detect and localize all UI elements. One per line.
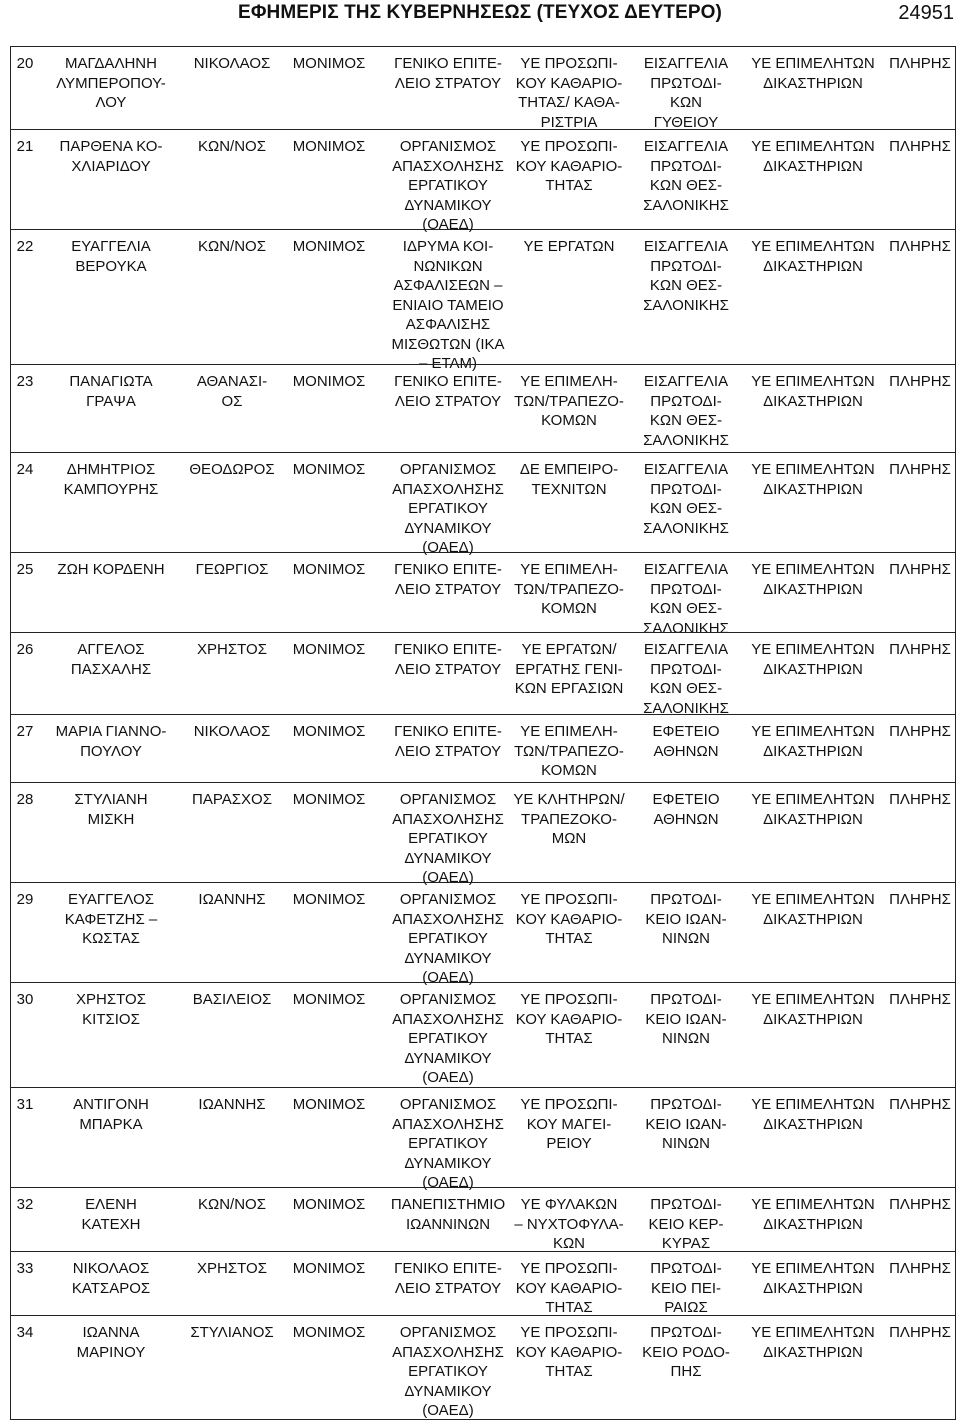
row-number: 23 [16,373,34,390]
origin-organization: ΙΔΡΥΜΑ ΚΟΙ- ΝΩΝΙΚΩΝ ΑΣΦΑΛΙΣΕΩΝ – ΕΝΙΑΙΟ ΤΑΜΕΙΟ ΑΣΦΑΛΙΣΗΣ ΜΙΣΘΩΤΩΝ (ΙΚΑ – ΕΤΑΜ) [391,238,505,372]
table-row [10,640,956,717]
table-row [10,790,956,886]
employee-name: ΑΓΓΕΛΟΣ ΠΑΣΧΑΛΗΣ [70,641,152,678]
employment-status: ΜΟΝΙΜΟΣ [292,138,366,155]
father-name: ΚΩΝ/ΝΟΣ [198,138,266,155]
position-type: ΠΛΗΡΗΣ [889,891,951,908]
employee-name: ΖΩΗ ΚΟΡΔΕΝΗ [57,561,165,578]
position-type: ΠΛΗΡΗΣ [889,641,951,658]
origin-specialty: ΥΕ ΕΡΓΑΤΩΝ/ ΕΡΓΑΤΗΣ ΓΕΝΙ- ΚΩΝ ΕΡΓΑΣΙΩΝ [514,641,624,697]
father-name: ΝΙΚΟΛΑΟΣ [193,723,271,740]
row-divider [10,1187,956,1188]
origin-specialty: ΥΕ ΠΡΟΣΩΠΙ- ΚΟΥ ΚΑΘΑΡΙΟ- ΤΗΤΑΣ/ ΚΑΘΑ- ΡΙΣΤΡΙΑ [515,55,623,131]
employee-name: ΕΛΕΝΗ ΚΑΤΕΧΗ [81,1196,141,1233]
employee-name: ΠΑΡΘΕΝΑ ΚΟ- ΧΛΙΑΡΙΔΟΥ [59,138,163,175]
new-specialty: ΥΕ ΕΠΙΜΕΛΗΤΩΝ ΔΙΚΑΣΤΗΡΙΩΝ [751,791,875,828]
employee-name: ΜΑΓΔΑΛΗΝΗ ΛΥΜΠΕΡΟΠΟΥ- ΛΟΥ [56,55,166,111]
destination-service: ΕΙΣΑΓΓΕΛΙΑ ΠΡΩΤΟΔΙ- ΚΩΝ ΘΕΣ- ΣΑΛΟΝΙΚΗΣ [643,138,729,214]
position-type: ΠΛΗΡΗΣ [889,461,951,478]
employee-name: ΕΥΑΓΓΕΛΙΑ ΒΕΡΟΥΚΑ [71,238,151,275]
employment-status: ΜΟΝΙΜΟΣ [292,238,366,255]
father-name: ΝΙΚΟΛΑΟΣ [193,55,271,72]
origin-organization: ΟΡΓΑΝΙΣΜΟΣ ΑΠΑΣΧΟΛΗΣΗΣ ΕΡΓΑΤΙΚΟΥ ΔΥΝΑΜΙΚΟΥ (ΟΑΕΔ) [392,991,504,1086]
employee-name: ΣΤΥΛΙΑΝΗ ΜΙΣΚΗ [74,791,148,828]
new-specialty: ΥΕ ΕΠΙΜΕΛΗΤΩΝ ΔΙΚΑΣΤΗΡΙΩΝ [751,55,875,92]
row-divider [10,1087,956,1088]
table-row [10,560,956,637]
page-header [0,0,960,36]
employee-name: ΠΑΝΑΓΙΩΤΑ ΓΡΑΨΑ [69,373,153,410]
father-name: ΣΤΥΛΙΑΝΟΣ [190,1324,274,1341]
origin-organization: ΟΡΓΑΝΙΣΜΟΣ ΑΠΑΣΧΟΛΗΣΗΣ ΕΡΓΑΤΙΚΟΥ ΔΥΝΑΜΙΚΟΥ (ΟΑΕΔ) [392,461,504,556]
destination-service: ΕΙΣΑΓΓΕΛΙΑ ΠΡΩΤΟΔΙ- ΚΩΝ ΘΕΣ- ΣΑΛΟΝΙΚΗΣ [643,561,729,637]
father-name: ΧΡΗΣΤΟΣ [197,1260,267,1277]
position-type: ΠΛΗΡΗΣ [889,238,951,255]
father-name: ΘΕΟΔΩΡΟΣ [189,461,275,478]
employment-status: ΜΟΝΙΜΟΣ [292,1196,366,1213]
destination-service: ΕΙΣΑΓΓΕΛΙΑ ΠΡΩΤΟΔΙ- ΚΩΝ ΘΕΣ- ΣΑΛΟΝΙΚΗΣ [643,641,729,717]
origin-specialty: ΥΕ ΕΠΙΜΕΛΗ- ΤΩΝ/ΤΡΑΠΕΖΟ- ΚΟΜΩΝ [514,373,624,429]
destination-service: ΕΦΕΤΕΙΟ ΑΘΗΝΩΝ [652,723,720,760]
row-divider [10,452,956,453]
position-type: ΠΛΗΡΗΣ [889,1096,951,1113]
father-name: ΙΩΑΝΝΗΣ [198,1096,266,1113]
new-specialty: ΥΕ ΕΠΙΜΕΛΗΤΩΝ ΔΙΚΑΣΤΗΡΙΩΝ [751,138,875,175]
origin-specialty: ΥΕ ΚΛΗΤΗΡΩΝ/ ΤΡΑΠΕΖΟΚΟ- ΜΩΝ [513,791,625,847]
origin-organization: ΟΡΓΑΝΙΣΜΟΣ ΑΠΑΣΧΟΛΗΣΗΣ ΕΡΓΑΤΙΚΟΥ ΔΥΝΑΜΙΚΟΥ (ΟΑΕΔ) [392,891,504,986]
origin-specialty: ΥΕ ΕΠΙΜΕΛΗ- ΤΩΝ/ΤΡΑΠΕΖΟ- ΚΟΜΩΝ [514,723,624,779]
table-row [10,137,956,233]
origin-specialty: ΥΕ ΦΥΛΑΚΩΝ – ΝΥΧΤΟΦΥΛΑ- ΚΩΝ [514,1196,624,1252]
table-row [10,1323,956,1420]
origin-specialty: ΥΕ ΠΡΟΣΩΠΙ- ΚΟΥ ΚΑΘΑΡΙΟ- ΤΗΤΑΣ [515,991,623,1047]
origin-specialty: ΥΕ ΠΡΟΣΩΠΙ- ΚΟΥ ΚΑΘΑΡΙΟ- ΤΗΤΑΣ [515,138,623,194]
destination-service: ΠΡΩΤΟΔΙ- ΚΕΙΟ ΙΩΑΝ- ΝΙΝΩΝ [645,891,727,947]
row-number: 21 [16,138,34,155]
destination-service: ΠΡΩΤΟΔΙ- ΚΕΙΟ ΙΩΑΝ- ΝΙΝΩΝ [645,991,727,1047]
origin-organization: ΠΑΝΕΠΙΣΤΗΜΙΟ ΙΩΑΝΝΙΝΩΝ [390,1196,506,1233]
row-number: 34 [16,1324,34,1341]
new-specialty: ΥΕ ΕΠΙΜΕΛΗΤΩΝ ΔΙΚΑΣΤΗΡΙΩΝ [751,461,875,498]
origin-specialty: ΥΕ ΠΡΟΣΩΠΙ- ΚΟΥ ΚΑΘΑΡΙΟ- ΤΗΤΑΣ [515,1324,623,1380]
employee-name: ΔΗΜΗΤΡΙΟΣ ΚΑΜΠΟΥΡΗΣ [63,461,159,498]
destination-service: ΕΦΕΤΕΙΟ ΑΘΗΝΩΝ [652,791,720,828]
destination-service: ΠΡΩΤΟΔΙ- ΚΕΙΟ ΠΕΙ- ΡΑΙΩΣ [650,1260,722,1316]
row-divider [10,364,956,365]
row-divider [10,229,956,230]
employee-name: ΝΙΚΟΛΑΟΣ ΚΑΤΣΑΡΟΣ [71,1260,151,1297]
new-specialty: ΥΕ ΕΠΙΜΕΛΗΤΩΝ ΔΙΚΑΣΤΗΡΙΩΝ [751,1260,875,1297]
table-row [10,990,956,1087]
employee-name: ΧΡΗΣΤΟΣ ΚΙΤΣΙΟΣ [76,991,146,1028]
row-divider [10,1315,956,1316]
employment-status: ΜΟΝΙΜΟΣ [292,791,366,808]
destination-service: ΠΡΩΤΟΔΙ- ΚΕΙΟ ΚΕΡ- ΚΥΡΑΣ [648,1196,724,1252]
new-specialty: ΥΕ ΕΠΙΜΕΛΗΤΩΝ ΔΙΚΑΣΤΗΡΙΩΝ [751,561,875,598]
origin-organization: ΟΡΓΑΝΙΣΜΟΣ ΑΠΑΣΧΟΛΗΣΗΣ ΕΡΓΑΤΙΚΟΥ ΔΥΝΑΜΙΚΟΥ (ΟΑΕΔ) [392,138,504,233]
employee-name: ΑΝΤΙΓΟΝΗ ΜΠΑΡΚΑ [73,1096,149,1133]
new-specialty: ΥΕ ΕΠΙΜΕΛΗΤΩΝ ΔΙΚΑΣΤΗΡΙΩΝ [751,641,875,678]
employment-status: ΜΟΝΙΜΟΣ [292,373,366,390]
origin-organization: ΓΕΝΙΚΟ ΕΠΙΤΕ- ΛΕΙΟ ΣΤΡΑΤΟΥ [394,55,502,92]
father-name: ΒΑΣΙΛΕΙΟΣ [192,991,272,1008]
origin-organization: ΓΕΝΙΚΟ ΕΠΙΤΕ- ΛΕΙΟ ΣΤΡΑΤΟΥ [394,561,502,598]
employment-status: ΜΟΝΙΜΟΣ [292,723,366,740]
origin-specialty: ΥΕ ΠΡΟΣΩΠΙ- ΚΟΥ ΜΑΓΕΙ- ΡΕΙΟΥ [520,1096,618,1152]
origin-specialty: ΥΕ ΕΠΙΜΕΛΗ- ΤΩΝ/ΤΡΑΠΕΖΟ- ΚΟΜΩΝ [514,561,624,617]
employment-status: ΜΟΝΙΜΟΣ [292,891,366,908]
row-number: 32 [16,1196,34,1213]
row-divider [10,714,956,715]
row-divider [10,632,956,633]
position-type: ΠΛΗΡΗΣ [889,1196,951,1213]
row-divider [10,982,956,983]
employee-name: ΕΥΑΓΓΕΛΟΣ ΚΑΦΕΤΖΗΣ – ΚΩΣΤΑΣ [64,891,158,947]
position-type: ΠΛΗΡΗΣ [889,791,951,808]
table-row [10,890,956,986]
employment-status: ΜΟΝΙΜΟΣ [292,1324,366,1341]
gazette-title: ΕΦΗΜΕΡΙΣ ΤΗΣ ΚΥΒΕΡΝΗΣΕΩΣ (ΤΕΥΧΟΣ ΔΕΥΤΕΡΟ) [238,2,722,23]
row-divider [10,129,956,130]
origin-organization: ΟΡΓΑΝΙΣΜΟΣ ΑΠΑΣΧΟΛΗΣΗΣ ΕΡΓΑΤΙΚΟΥ ΔΥΝΑΜΙΚΟΥ (ΟΑΕΔ) [392,791,504,886]
father-name: ΓΕΩΡΓΙΟΣ [195,561,269,578]
origin-organization: ΓΕΝΙΚΟ ΕΠΙΤΕ- ΛΕΙΟ ΣΤΡΑΤΟΥ [394,723,502,760]
origin-specialty: ΔΕ ΕΜΠΕΙΡΟ- ΤΕΧΝΙΤΩΝ [519,461,619,498]
position-type: ΠΛΗΡΗΣ [889,373,951,390]
employee-name: ΙΩΑΝΝΑ ΜΑΡΙΝΟΥ [76,1324,146,1361]
new-specialty: ΥΕ ΕΠΙΜΕΛΗΤΩΝ ΔΙΚΑΣΤΗΡΙΩΝ [751,891,875,928]
row-number: 26 [16,641,34,658]
row-divider [10,882,956,883]
new-specialty: ΥΕ ΕΠΙΜΕΛΗΤΩΝ ΔΙΚΑΣΤΗΡΙΩΝ [751,238,875,275]
table-row [10,54,956,129]
new-specialty: ΥΕ ΕΠΙΜΕΛΗΤΩΝ ΔΙΚΑΣΤΗΡΙΩΝ [751,1324,875,1361]
row-divider [10,782,956,783]
page-number: 24951 [898,2,954,24]
destination-service: ΠΡΩΤΟΔΙ- ΚΕΙΟ ΙΩΑΝ- ΝΙΝΩΝ [645,1096,727,1152]
row-number: 29 [16,891,34,908]
destination-service: ΕΙΣΑΓΓΕΛΙΑ ΠΡΩΤΟΔΙ- ΚΩΝ ΓΥΘΕΙΟΥ [643,55,729,131]
father-name: ΧΡΗΣΤΟΣ [197,641,267,658]
position-type: ΠΛΗΡΗΣ [889,55,951,72]
table-row [10,722,956,782]
table-row [10,237,956,372]
employment-status: ΜΟΝΙΜΟΣ [292,55,366,72]
destination-service: ΕΙΣΑΓΓΕΛΙΑ ΠΡΩΤΟΔΙ- ΚΩΝ ΘΕΣ- ΣΑΛΟΝΙΚΗΣ [643,461,729,537]
row-number: 22 [16,238,34,255]
row-number: 33 [16,1260,34,1277]
row-number: 27 [16,723,34,740]
origin-organization: ΓΕΝΙΚΟ ΕΠΙΤΕ- ΛΕΙΟ ΣΤΡΑΤΟΥ [394,373,502,410]
employment-status: ΜΟΝΙΜΟΣ [292,1096,366,1113]
employment-status: ΜΟΝΙΜΟΣ [292,561,366,578]
employee-name: ΜΑΡΙΑ ΓΙΑΝΝΟ- ΠΟΥΛΟΥ [55,723,167,760]
employment-status: ΜΟΝΙΜΟΣ [292,991,366,1008]
row-number: 28 [16,791,34,808]
new-specialty: ΥΕ ΕΠΙΜΕΛΗΤΩΝ ΔΙΚΑΣΤΗΡΙΩΝ [751,373,875,410]
origin-organization: ΟΡΓΑΝΙΣΜΟΣ ΑΠΑΣΧΟΛΗΣΗΣ ΕΡΓΑΤΙΚΟΥ ΔΥΝΑΜΙΚΟΥ (ΟΑΕΔ) [392,1096,504,1191]
origin-organization: ΓΕΝΙΚΟ ΕΠΙΤΕ- ΛΕΙΟ ΣΤΡΑΤΟΥ [394,641,502,678]
row-divider [10,552,956,553]
origin-specialty: ΥΕ ΕΡΓΑΤΩΝ [523,238,615,255]
table-row [10,460,956,556]
row-number: 25 [16,561,34,578]
origin-specialty: ΥΕ ΠΡΟΣΩΠΙ- ΚΟΥ ΚΑΘΑΡΙΟ- ΤΗΤΑΣ [515,891,623,947]
position-type: ΠΛΗΡΗΣ [889,723,951,740]
new-specialty: ΥΕ ΕΠΙΜΕΛΗΤΩΝ ΔΙΚΑΣΤΗΡΙΩΝ [751,1196,875,1233]
position-type: ΠΛΗΡΗΣ [889,138,951,155]
employment-status: ΜΟΝΙΜΟΣ [292,461,366,478]
employment-status: ΜΟΝΙΜΟΣ [292,641,366,658]
new-specialty: ΥΕ ΕΠΙΜΕΛΗΤΩΝ ΔΙΚΑΣΤΗΡΙΩΝ [751,1096,875,1133]
table-row [10,1195,956,1251]
row-number: 20 [16,55,34,72]
new-specialty: ΥΕ ΕΠΙΜΕΛΗΤΩΝ ΔΙΚΑΣΤΗΡΙΩΝ [751,723,875,760]
position-type: ΠΛΗΡΗΣ [889,561,951,578]
father-name: ΙΩΑΝΝΗΣ [198,891,266,908]
table-row [10,1259,956,1315]
origin-organization: ΓΕΝΙΚΟ ΕΠΙΤΕ- ΛΕΙΟ ΣΤΡΑΤΟΥ [394,1260,502,1297]
table-row [10,372,956,452]
position-type: ΠΛΗΡΗΣ [889,991,951,1008]
row-number: 31 [16,1096,34,1113]
table-row [10,1095,956,1191]
destination-service: ΠΡΩΤΟΔΙ- ΚΕΙΟ ΡΟΔΟ- ΠΗΣ [642,1324,730,1380]
origin-organization: ΟΡΓΑΝΙΣΜΟΣ ΑΠΑΣΧΟΛΗΣΗΣ ΕΡΓΑΤΙΚΟΥ ΔΥΝΑΜΙΚΟΥ (ΟΑΕΔ) [392,1324,504,1419]
row-number: 24 [16,461,34,478]
father-name: ΠΑΡΑΣΧΟΣ [192,791,272,808]
father-name: ΚΩΝ/ΝΟΣ [198,1196,266,1213]
origin-specialty: ΥΕ ΠΡΟΣΩΠΙ- ΚΟΥ ΚΑΘΑΡΙΟ- ΤΗΤΑΣ [515,1260,623,1316]
position-type: ΠΛΗΡΗΣ [889,1324,951,1341]
father-name: ΑΘΑΝΑΣΙ- ΟΣ [196,373,268,410]
row-divider [10,1251,956,1252]
row-number: 30 [16,991,34,1008]
employment-status: ΜΟΝΙΜΟΣ [292,1260,366,1277]
destination-service: ΕΙΣΑΓΓΕΛΙΑ ΠΡΩΤΟΔΙ- ΚΩΝ ΘΕΣ- ΣΑΛΟΝΙΚΗΣ [643,238,729,314]
father-name: ΚΩΝ/ΝΟΣ [198,238,266,255]
position-type: ΠΛΗΡΗΣ [889,1260,951,1277]
destination-service: ΕΙΣΑΓΓΕΛΙΑ ΠΡΩΤΟΔΙ- ΚΩΝ ΘΕΣ- ΣΑΛΟΝΙΚΗΣ [643,373,729,449]
new-specialty: ΥΕ ΕΠΙΜΕΛΗΤΩΝ ΔΙΚΑΣΤΗΡΙΩΝ [751,991,875,1028]
